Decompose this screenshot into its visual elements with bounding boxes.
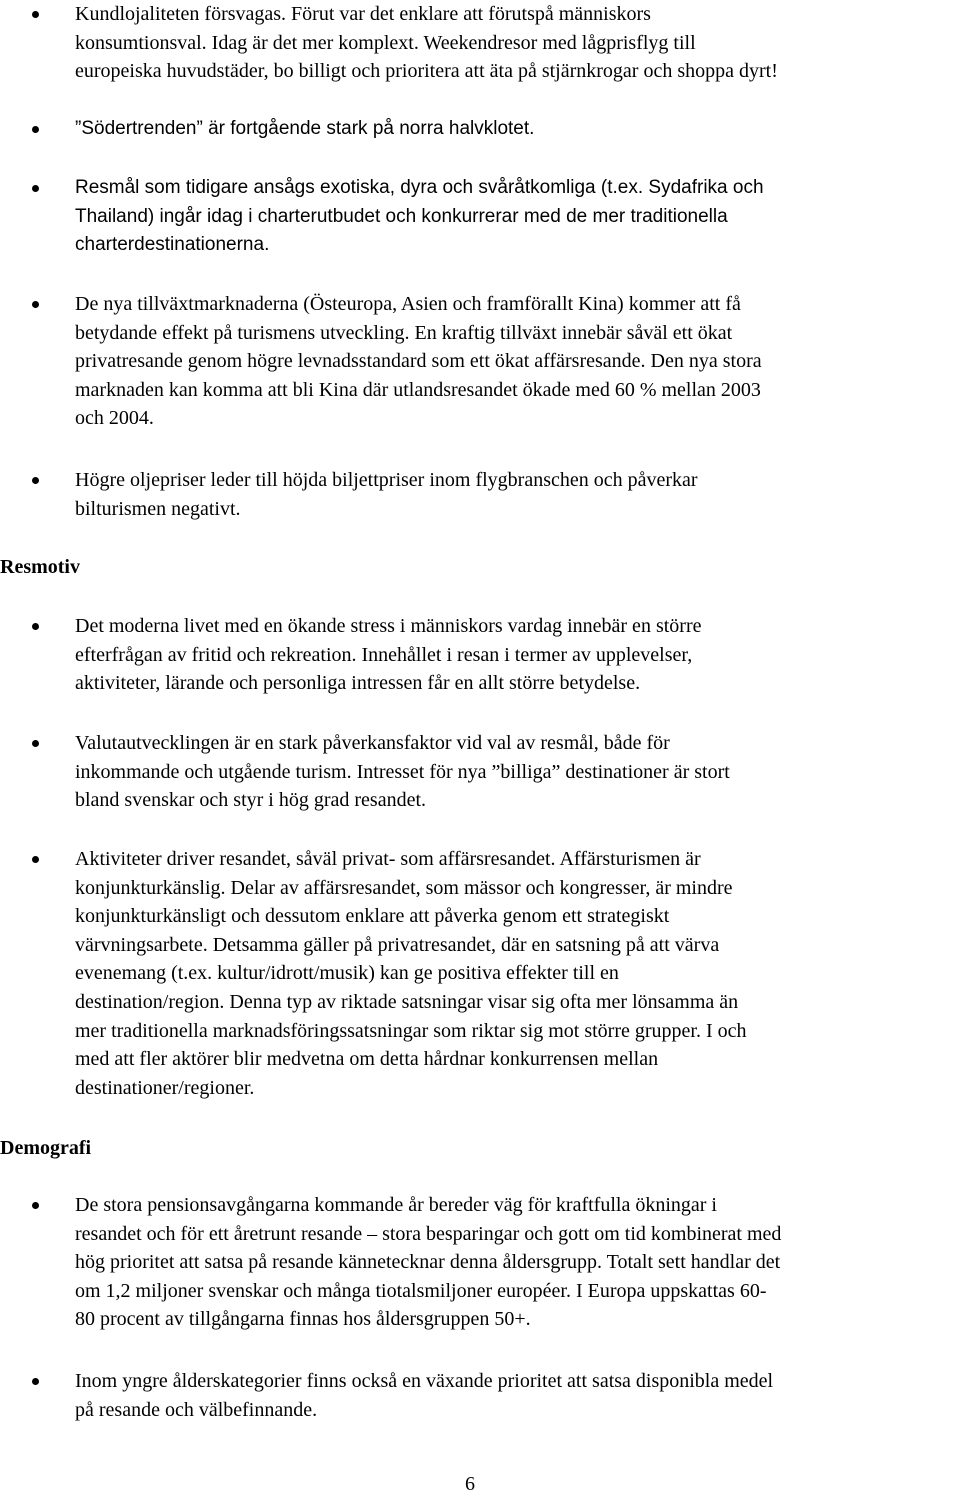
bullet-text: Kundlojaliteten försvagas. Förut var det enklare att förutspå människors konsumtionsval. Idag är det mer komplext. Weekendresor med lågprisflyg till europeiska huvudstäder, bo billigt och prioritera att äta på stjärnkrogar och shoppa dyrt! xyxy=(75,3,778,83)
bullet-dot xyxy=(32,1202,39,1209)
bullet-text: De stora pensionsavgångarna kommande år bereder väg för kraftfulla ökningar i resandet och för ett åretrunt resande – stora besparingar och gott om tid kombinerat med hög prioritet att satsa på resande kännetecknar denna åldersgrupp. Totalt sett handlar det om 1,2 miljoner svenskar och många tiotalsmiljoner européer. I Europa uppskattas 60- 80 procent av tillgångarna finnas hos åldersgruppen 50+. xyxy=(75,1194,782,1331)
bullet-text: Högre oljepriser leder till höjda biljettpriser inom flygbranschen och påverkar bilturismen negativt. xyxy=(75,469,698,520)
section-heading-demografi: Demografi xyxy=(0,1137,92,1159)
bullet-text: Det moderna livet med en ökande stress i människors vardag innebär en större efterfrågan av fritid och rekreation. Innehållet i resan i termer av upplevelser, aktiviteter, lärande och personliga intressen får en allt större betydelse. xyxy=(75,615,702,695)
bullet-text: Inom yngre ålderskategorier finns också en växande prioritet att satsa disponibla medel på resande och välbefinnande. xyxy=(75,1370,774,1421)
section-heading-resmotiv: Resmotiv xyxy=(0,556,80,578)
bullet-dot xyxy=(32,623,39,630)
bullet-text: ”Södertrenden” är fortgående stark på norra halvklotet. xyxy=(75,118,535,139)
bullet-text: De nya tillväxtmarknaderna (Östeuropa, Asien och framförallt Kina) kommer att få betydande effekt på turismens utveckling. En kraftig tillväxt innebär såväl ett ökat privatresande genom högre levnadsstandard som ett ökat affärsresande. Den nya stora marknaden kan komma att bli Kina där utlandsresandet ökade med 60 % mellan 2003 och 2004. xyxy=(75,293,762,430)
bullet-dot xyxy=(32,185,39,192)
bullet-dot xyxy=(32,11,39,18)
bullet-dot xyxy=(32,1378,39,1385)
bullet-dot xyxy=(32,856,39,863)
bullet-text: Resmål som tidigare ansågs exotiska, dyra och svåråtkomliga (t.ex. Sydafrika och Thailand) ingår idag i charterutbudet och konkurrerar med de mer traditionella charterdestinationerna. xyxy=(75,177,764,256)
bullet-dot xyxy=(32,126,39,133)
bullet-dot xyxy=(32,301,39,308)
page-number: 6 xyxy=(465,1473,475,1495)
bullet-dot xyxy=(32,477,39,484)
bullet-text: Valutautvecklingen är en stark påverkansfaktor vid val av resmål, både för inkommande och utgående turism. Intresset för nya ”billiga” destinationer är stort bland svenskar och styr i hög grad resandet. xyxy=(75,732,730,812)
bullet-dot xyxy=(32,740,39,747)
bullet-text: Aktiviteter driver resandet, såväl privat- som affärsresandet. Affärsturismen är konjunkturkänslig. Delar av affärsresandet, som mässor och kongresser, är mindre konjunkturkänsligt och dessutom enklare att påverka genom ett strategiskt värvningsarbete. Detsamma gäller på privatresandet, där en satsning på att värva evenemang (t.ex. kultur/idrott/musik) kan ge positiva effekter till en destination/region. Denna typ av riktade satsningar visar sig ofta mer lönsamma än mer traditionella marknadsföringssatsningar som riktar sig mot större grupper. I och med att fler aktörer blir medvetna om detta hårdnar konkurrensen mellan destinationer/regioner. xyxy=(75,848,747,1099)
